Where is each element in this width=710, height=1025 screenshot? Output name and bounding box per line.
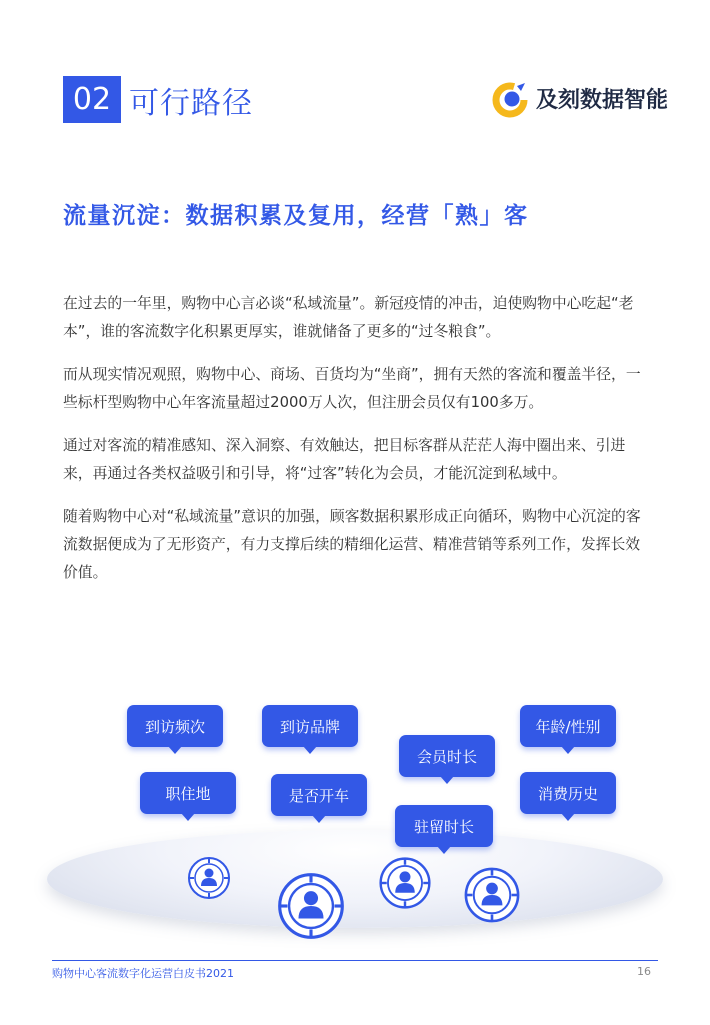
paragraph: 随着购物中心对“私域流量”意识的加强，顾客数据积累形成正向循环，购物中心沉淀的客流数据便成为了无形资产，有力支撑后续的精细化运营、精准营销等系列工作，发挥长效价值。 <box>63 508 641 581</box>
body-text <box>63 290 653 602</box>
tag-membership-duration: 会员时长 <box>399 735 495 777</box>
tag-visit-brand: 到访品牌 <box>262 705 358 747</box>
section-header <box>63 76 253 123</box>
page-number: 16 <box>637 965 651 978</box>
section-number: 02 <box>63 76 121 123</box>
brand-swirl-icon <box>490 78 530 118</box>
brand-logo <box>490 78 668 118</box>
tag-visit-frequency: 到访频次 <box>127 705 223 747</box>
tag-dwell-time: 驻留时长 <box>395 805 493 847</box>
footer-title: 购物中心客流数字化运营白皮书2021 <box>52 967 234 980</box>
person-target-icon <box>377 855 433 911</box>
customer-tags-diagram <box>40 690 670 960</box>
paragraph: 通过对客流的精准感知、深入洞察、有效触达，把目标客群从茫茫人海中圈出来、引进来，再通过各类权益吸引和引导，将“过客”转化为会员，才能沉淀到私域中。 <box>63 437 626 482</box>
tag-car-owner: 是否开车 <box>271 774 367 816</box>
tag-residence-work: 职住地 <box>140 772 236 814</box>
section-title: 可行路径 <box>129 85 253 121</box>
footer-divider <box>52 960 658 961</box>
person-target-icon <box>186 855 232 901</box>
tag-age-gender: 年龄/性别 <box>520 705 616 747</box>
tag-consumption-history: 消费历史 <box>520 772 616 814</box>
person-target-icon <box>462 865 522 925</box>
headline: 流量沉淀：数据积累及复用，经营「熟」客 <box>63 203 529 229</box>
logo-text: 及刻数据智能 <box>536 87 669 113</box>
paragraph: 在过去的一年里，购物中心言必谈“私域流量”。新冠疫情的冲击，迫使购物中心吃起“老本”，谁的客流数字化积累更厚实，谁就储备了更多的“过冬粮食”。 <box>63 295 634 340</box>
paragraph: 而从现实情况观照，购物中心、商场、百货均为“坐商”，拥有天然的客流和覆盖半径，一些标杆型购物中心年客流量超过2000万人次，但注册会员仅有100多万。 <box>63 366 641 411</box>
person-target-icon <box>275 870 347 942</box>
platform-ellipse <box>47 830 663 928</box>
